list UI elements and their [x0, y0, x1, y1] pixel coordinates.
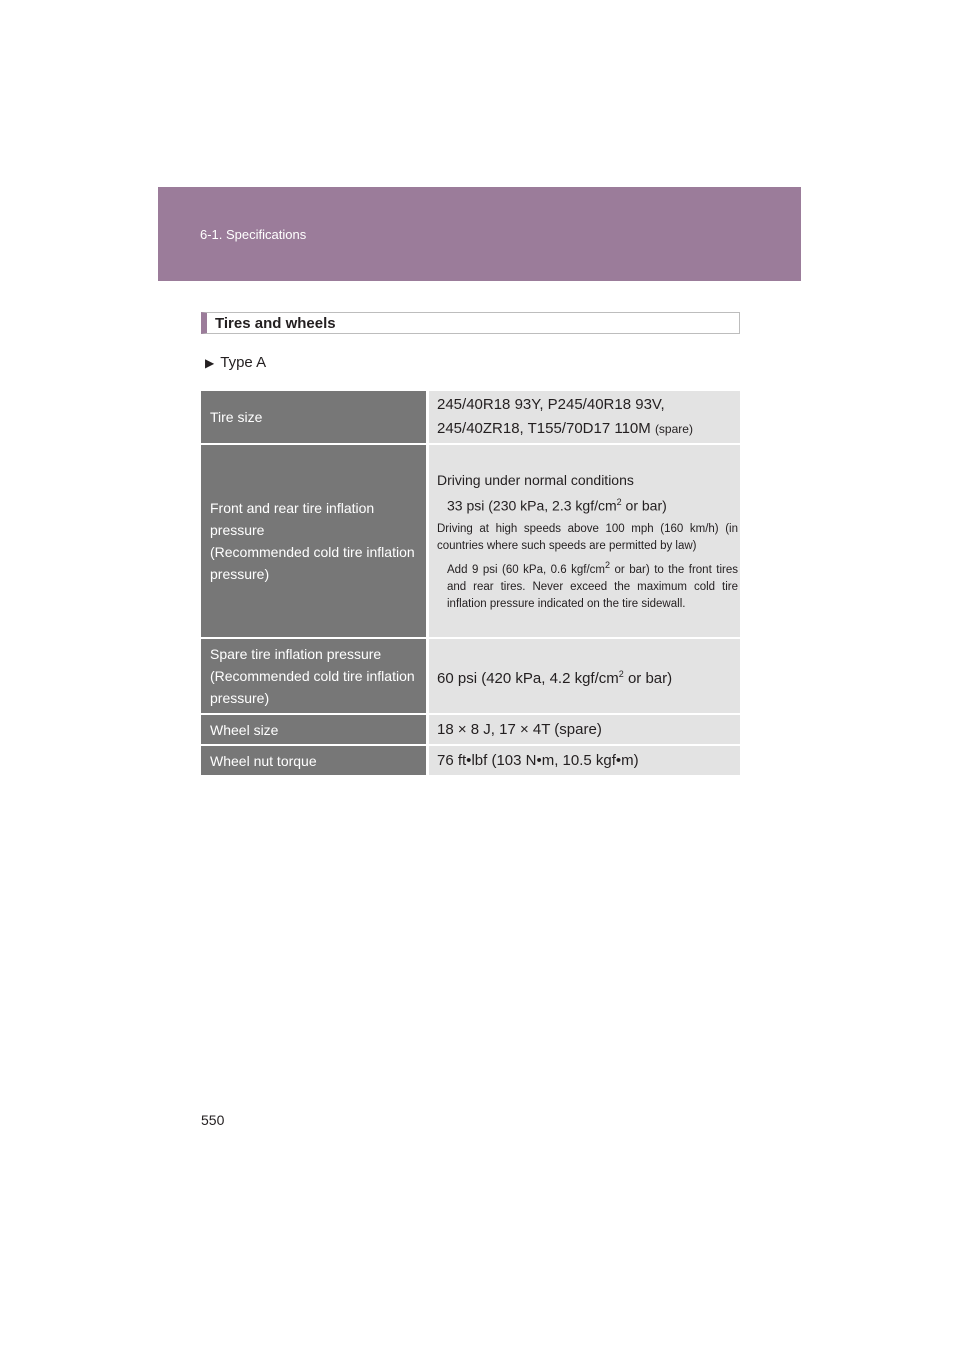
table-row-wheel-nut-torque [201, 746, 740, 775]
wheel-size-label [201, 715, 429, 744]
wheel-nut-torque-value [429, 746, 740, 775]
spare-value-pre: 60 psi (420 kPa, 4.2 kgf/cm [437, 669, 619, 687]
tire-size-line1: 245/40R18 93Y, P245/40R18 93V, [437, 396, 665, 413]
spec-table [201, 391, 740, 775]
front-rear-label-line-2: pressure [210, 522, 265, 538]
spare-pressure-value [429, 639, 740, 713]
front-rear-pressure-label [201, 445, 429, 637]
front-rear-label-line-1: Front and rear tire inflation [210, 500, 375, 516]
type-label-text: Type A [220, 354, 267, 371]
wheel-size-value [429, 715, 740, 744]
front-rear-label-line-4: pressure) [210, 566, 270, 582]
page-number: 550 [201, 1112, 225, 1128]
high-speed-value [437, 557, 738, 613]
table-row-front-rear-pressure [201, 445, 740, 639]
wheel-nut-torque-label-text: Wheel nut torque [210, 752, 317, 769]
spare-pressure-label [201, 639, 429, 713]
type-label [205, 354, 266, 371]
table-row-wheel-size [201, 715, 740, 746]
wheel-nut-torque-value-text: 76 ft•lbf (103 N•m, 10.5 kgf•m) [437, 751, 639, 769]
tire-size-value [429, 391, 740, 443]
normal-value-sup: 2 [616, 497, 622, 508]
spare-value-sup: 2 [618, 668, 624, 679]
spare-label-line-2: (Recommended cold tire inflation [210, 668, 415, 684]
high-value-sup: 2 [605, 559, 611, 570]
tire-size-line2-main: 245/40ZR18, T155/70D17 110M [437, 420, 655, 437]
wheel-size-label-text: Wheel size [210, 721, 279, 738]
normal-value-post: or bar) [621, 497, 667, 514]
section-heading-bar [201, 312, 740, 334]
triangle-right-icon: ▶ [205, 356, 215, 370]
tire-size-label-text: Tire size [210, 409, 263, 425]
high-speed-condition: Driving at high speeds above 100 mph (160 km/h) (in countries where such speeds are permitted by law) [437, 522, 738, 552]
wheel-nut-torque-label [201, 746, 429, 775]
header-band [158, 187, 801, 281]
section-title: 6-1. Specifications [200, 227, 307, 242]
front-rear-pressure-value [429, 445, 740, 637]
normal-conditions-title: Driving under normal conditions [437, 472, 634, 489]
tire-size-line2 [437, 417, 738, 441]
spare-label-line-3: pressure) [210, 690, 270, 706]
tire-size-label [201, 391, 429, 443]
spare-value-post: or bar) [623, 669, 673, 687]
wheel-size-value-text: 18 × 8 J, 17 × 4T (spare) [437, 720, 602, 738]
normal-value-pre: 33 psi (230 kPa, 2.3 kgf/cm [447, 497, 617, 514]
normal-conditions-value [437, 491, 738, 517]
table-row-spare-pressure [201, 639, 740, 715]
high-value-post: or bar) to the front tires and rear tires. Never exceed the maximum cold tire inflation pressure indicated on the tire sidewall. [447, 563, 738, 610]
spare-value-line [437, 662, 738, 691]
table-row-tire-size [201, 391, 740, 445]
tire-size-spare-note: (spare) [654, 422, 693, 436]
front-rear-label-line-3: (Recommended cold tire inflation [210, 544, 415, 560]
high-value-pre: Add 9 psi (60 kPa, 0.6 kgf/cm [447, 563, 606, 576]
section-heading: Tires and wheels [215, 315, 336, 332]
spare-label-line-1: Spare tire inflation pressure [210, 646, 382, 662]
